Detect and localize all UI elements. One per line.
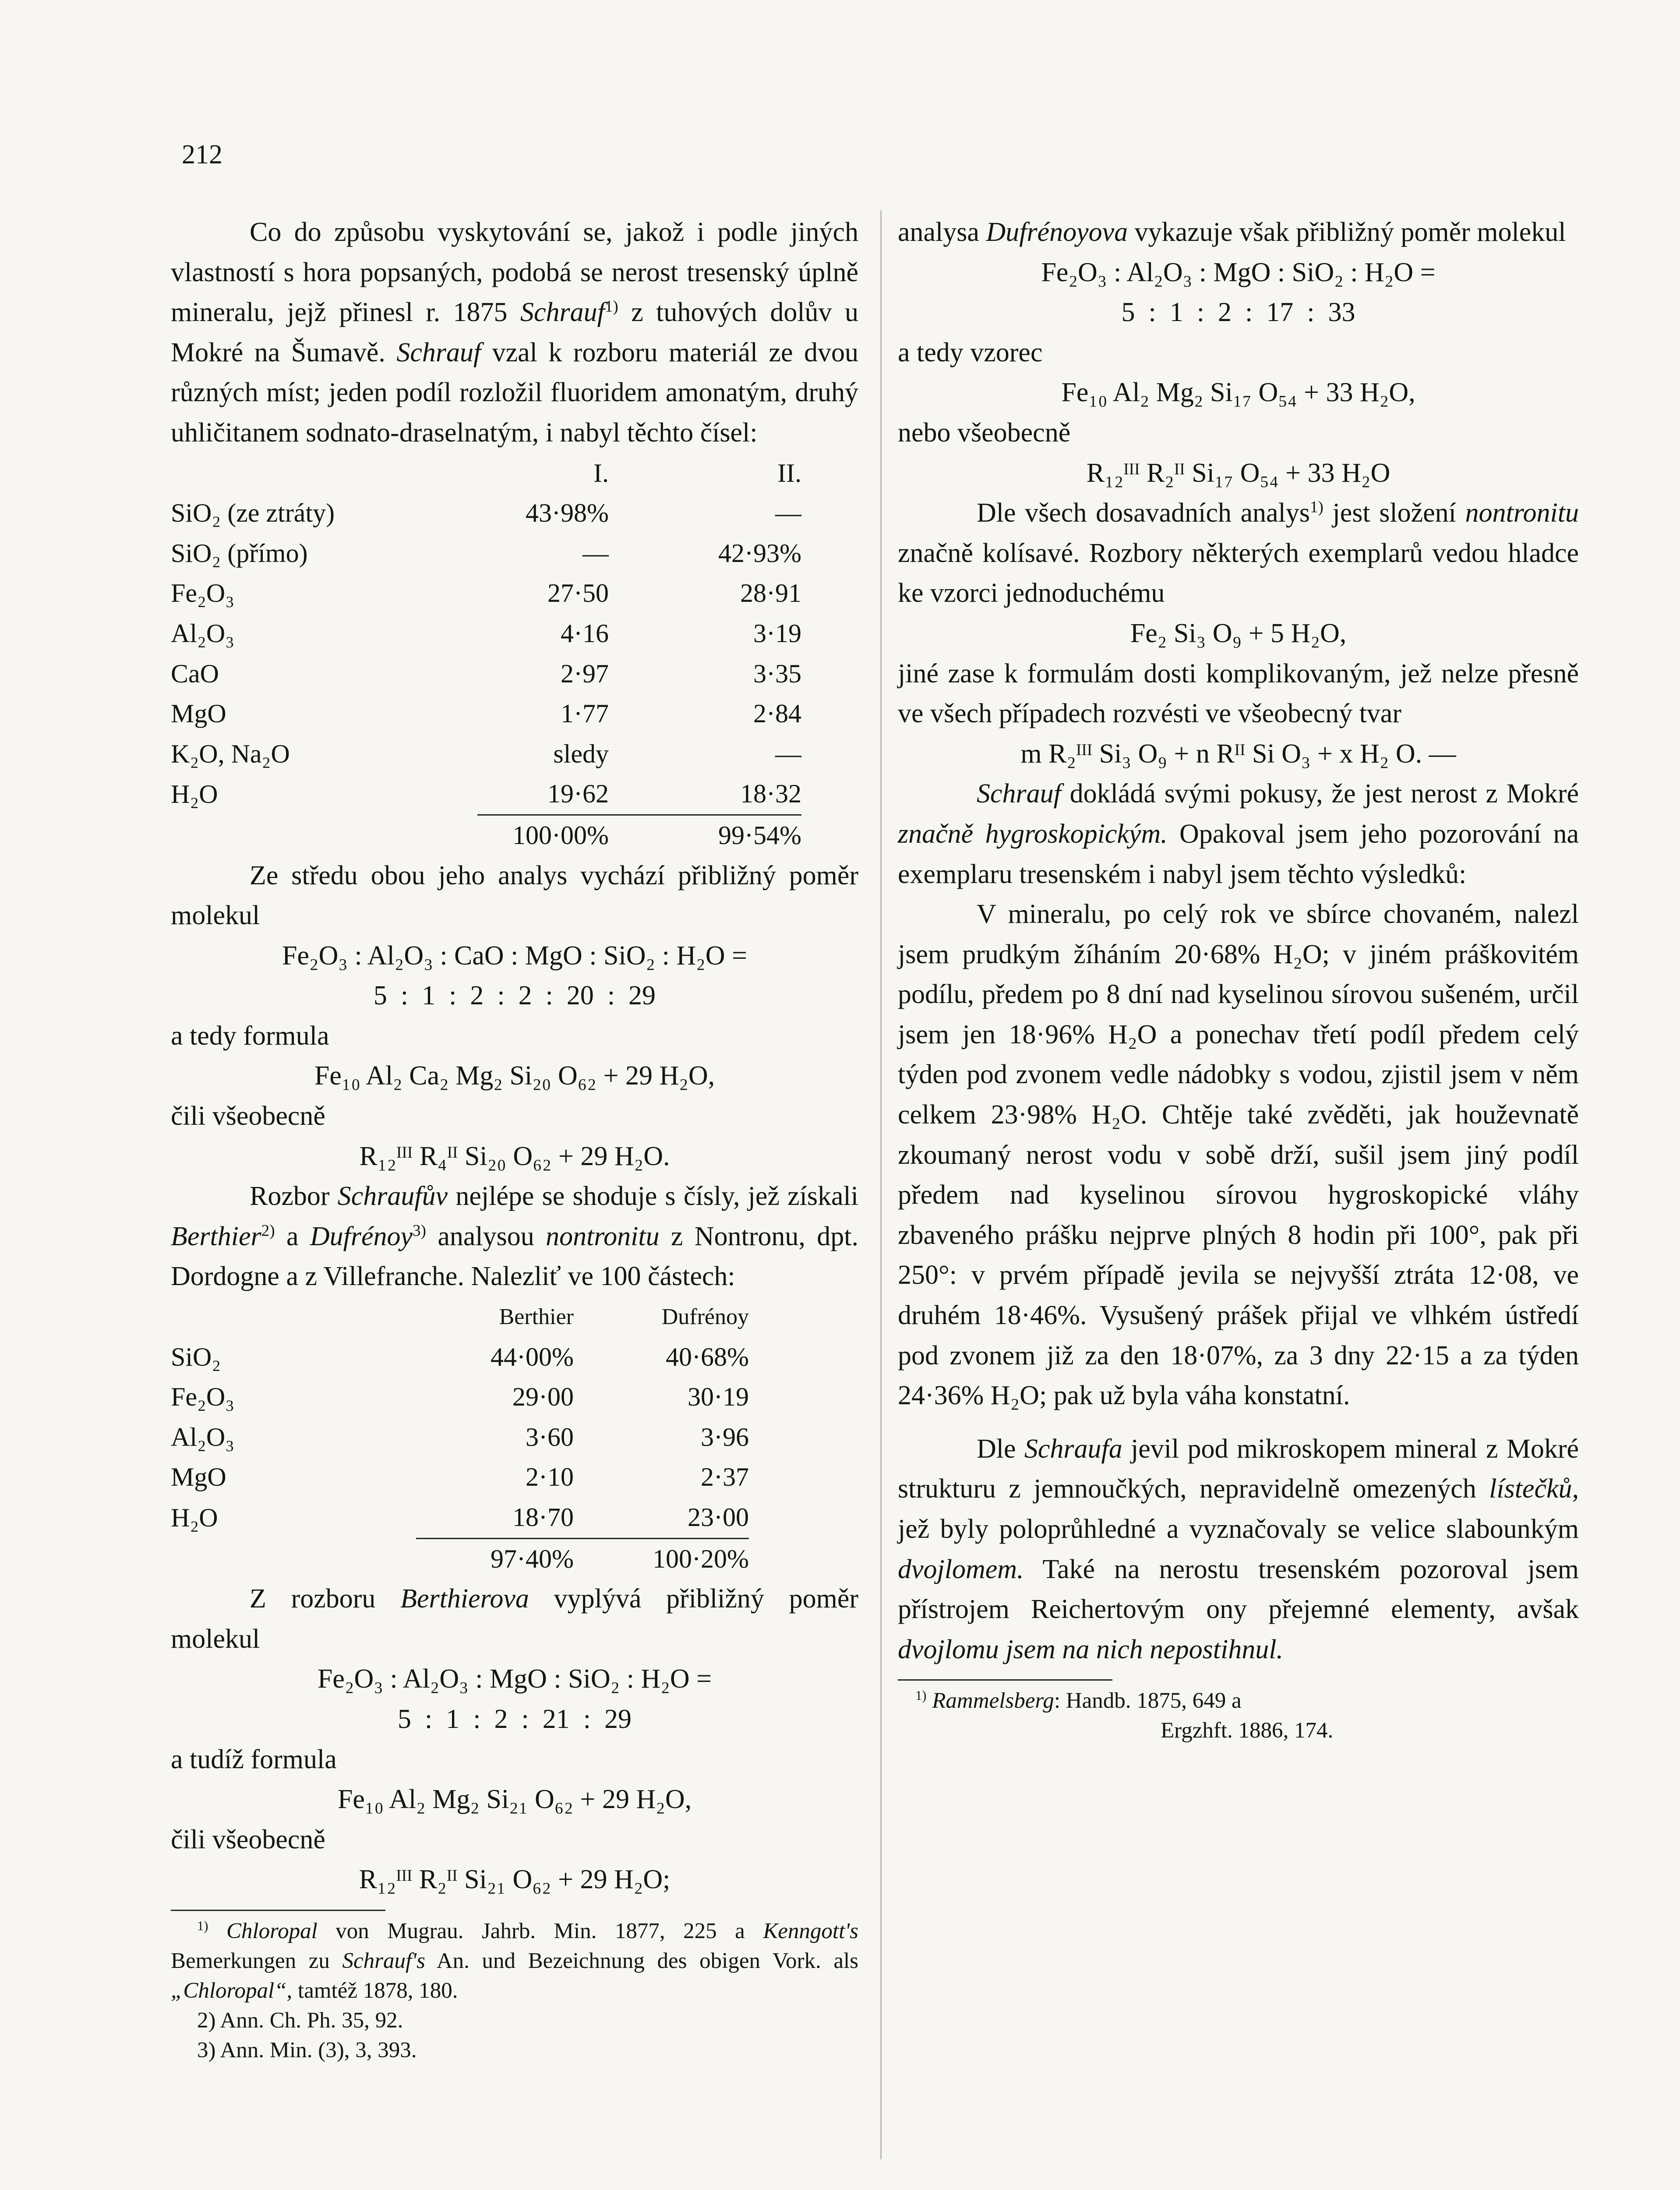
chemical-formula: Fe₁₀ Al₂ Ca₂ Mg₂ Si₂₀ O₆₂ + 29 H₂O, (314, 1061, 715, 1091)
table-row: Al₂O₃ 4·16 3·19 (171, 618, 801, 648)
footnote-divider (898, 1679, 1112, 1681)
table-row: Fe₂O₃ 29·00 30·19 (171, 1382, 749, 1412)
paragraph-complicated: jiné zase k formulám dosti komplikovaným, jež nelze přesně ve všech případech rozvésti ve všeobecný tvar (898, 658, 1579, 729)
right-column (898, 212, 1579, 1745)
analysis-table-schrauf (171, 453, 801, 856)
table-row: K₂O, Na₂O sledy — (171, 739, 801, 768)
column-header: Berthier (499, 1304, 574, 1330)
paragraph-dufrenoy: analysa Dufrénoyova vykazuje však přibližný poměr molekul (898, 217, 1566, 247)
ratio-values: 5 : 1 : 2 : 17 : 33 (1121, 297, 1355, 328)
column-divider (880, 210, 882, 2159)
paragraph-results: V mineralu, po celý rok ve sbírce chovaném, nalezl jsem prudkým žíháním 20·68% H₂O; v jiném práškovitém podílu, předem po 8 dní nad kyselinou sírovou sušeném, určil jsem jen 18·96% H₂O a ponechav třetí podíl předem celý týden pod zvonem vedle nádobky s vodou, zjistil jsem v něm celkem 23·98% H₂O. Chtěje také zvěděti, jak houževnatě zkoumaný nerost vodu v sobě drží, sušil jsem jiný podíl předem nad kyselinou sírovou hygroskopické vláhy zbaveného prášku nejprve plných 8 hodin při 100°, pak při 250°: v prvém případě jevila se nejvyšší ztráta 12·08, ve druhém 18·46%. Vysušený prášek přijal ve vlhkém ústředí pod zvonem již za den 18·07%, za 3 dny 22·15 a za týden 24·36% H₂O; pak už byla váha konstatní. (898, 899, 1579, 1411)
table-row: SiO₂ (přímo) — 42·93% (171, 538, 801, 568)
table-row: H₂O 18·70 23·00 (171, 1503, 749, 1532)
page-number: 212 (182, 140, 222, 170)
table-row: H₂O 19·62 18·32 (171, 779, 801, 809)
paragraph-hygroscopic: Schrauf dokládá svými pokusy, že jest nerost z Mokré značně hygroskopickým. Opakoval jsem jeho pozorování na exemplaru tresenském i nabyl jsem těchto výsledků: (898, 779, 1579, 889)
text-line: a tedy formula (171, 1021, 329, 1051)
paragraph-berthier: Z rozboru Berthierova vyplývá přibližný poměr molekul (171, 1584, 858, 1654)
footnote-1: $^{1)}$ Chloropal von Mugrau. Jahrb. Min. 1877, 225 a Kenngott's Bemerkungen zu Schrauf's An. und Bezeichnung des obigen Vork. als „Chloropal“, tamtéž 1878, 180. (171, 1918, 858, 2003)
ratio-formula: Fe₂O₃ : Al₂O₃ : MgO : SiO₂ : H₂O = (1041, 257, 1436, 287)
footnote-right-1-cont: Ergzhft. 1886, 174. (1161, 1718, 1334, 1743)
chemical-formula: Fe₁₀ Al₂ Mg₂ Si₂₁ O₆₂ + 29 H₂O, (337, 1784, 692, 1815)
paragraph-ratio-intro: Ze středu obou jeho analys vychází přibližný poměr molekul (171, 860, 858, 931)
table-row: CaO 2·97 3·35 (171, 659, 801, 688)
table-row: SiO₂ (ze ztráty) 43·98% — (171, 498, 801, 528)
chemical-formula: Fe₁₀ Al₂ Mg₂ Si₁₇ O₅₄ + 33 H₂O, (1061, 378, 1415, 408)
analysis-table-berthier-dufrenoy (171, 1297, 749, 1579)
chemical-formula: R₁₂ᴵᴵᴵ R₂ᴵᴵ Si₂₁ O₆₂ + 29 H₂O; (359, 1865, 671, 1895)
ratio-formula: Fe₂O₃ : Al₂O₃ : CaO : MgO : SiO₂ : H₂O = (282, 940, 747, 971)
text-line: čili všeobecně (171, 1101, 325, 1131)
ratio-values: 5 : 1 : 2 : 2 : 20 : 29 (373, 981, 656, 1011)
table-row: MgO 1·77 2·84 (171, 699, 801, 728)
table-row: MgO 2·10 2·37 (171, 1462, 749, 1492)
table-total-row: 97·40% 100·20% (171, 1538, 749, 1579)
column-header: II. (777, 458, 801, 487)
table-row: SiO₂ 44·00% 40·68% (171, 1342, 749, 1371)
footnote-3: 3) Ann. Min. (3), 3, 393. (197, 2038, 417, 2063)
chemical-formula: R₁₂ᴵᴵᴵ R₂ᴵᴵ Si₁₇ O₅₄ + 33 H₂O (1086, 458, 1391, 488)
footnote-divider (171, 1910, 385, 1911)
footnote-2: 2) Ann. Ch. Ph. 35, 92. (197, 2008, 403, 2033)
chemical-formula: R₁₂ᴵᴵᴵ R₄ᴵᴵ Si₂₀ O₆₂ + 29 H₂O. (359, 1141, 670, 1171)
text-line: a tedy vzorec (898, 337, 1043, 367)
ratio-values: 5 : 1 : 2 : 21 : 29 (398, 1704, 632, 1734)
column-header: Dufrénoy (661, 1304, 749, 1330)
column-header: I. (593, 458, 609, 487)
chemical-formula: m R₂ᴵᴵᴵ Si₃ O₉ + n Rᴵᴵ Si O₃ + x H₂ O. — (1020, 738, 1456, 769)
table-row: Al₂O₃ 3·60 3·96 (171, 1422, 749, 1452)
chemical-formula: Fe₂ Si₃ O₉ + 5 H₂O, (1130, 618, 1347, 648)
paragraph-microscope: Dle Schraufa jevil pod mikroskopem mineral z Mokré strukturu z jemnoučkých, nepravidelně omezených lístečků, jež byly poloprůhledné a vyznačovaly se velice slabounkým dvojlomem. Také na nerostu tresenském pozoroval jsem přístrojem Reichertovým ony přejemné elementy, avšak dvojlomu jsem na nich nepostihnul. (898, 1434, 1579, 1664)
paragraph-comparison: Rozbor Schraufův nejlépe se shoduje s čísly, jež získali Berthier$^{2)}$ a Dufrénoy$^{3)}$ analysou nontronitu z Nontronu, dpt. Dordogne a z Villefranche. Nalezliť ve 100 částech: (171, 1181, 858, 1292)
text-line: a tudíž formula (171, 1744, 337, 1774)
ratio-formula: Fe₂O₃ : Al₂O₃ : MgO : SiO₂ : H₂O = (317, 1664, 712, 1694)
footnote-right-1: $^{1)}$ Rammelsberg: Handb. 1875, 649 a (915, 1688, 1242, 1713)
text-line: nebo všeobecně (898, 417, 1071, 448)
text-line: čili všeobecně (171, 1824, 325, 1854)
table-row: Fe₂O₃ 27·50 28·91 (171, 579, 801, 608)
table-total-row: 100·00% 99·54% (171, 815, 801, 855)
paragraph-intro: Co do způsobu vyskytování se, jakož i podle jiných vlastností s hora popsaných, podobá se nerost tresenský úplně mineralu, jejž přinesl r. 1875 Schrauf$^{1)}$ z tuhových dolův u Mokré na Šumavě. Schrauf vzal k rozboru materiál ze dvou různých míst; jeden podíl rozložil fluoridem amonatým, druhý uhličitanem sodnato-draselnatým, i nabyl těchto čísel: (171, 217, 858, 448)
paragraph-analyses: Dle všech dosavadních analys$^{1)}$ jest složení nontronitu značně kolísavé. Rozbory některých exemplarů vedou hladce ke vzorci jednoduchému (898, 498, 1579, 608)
left-column (171, 212, 858, 2065)
